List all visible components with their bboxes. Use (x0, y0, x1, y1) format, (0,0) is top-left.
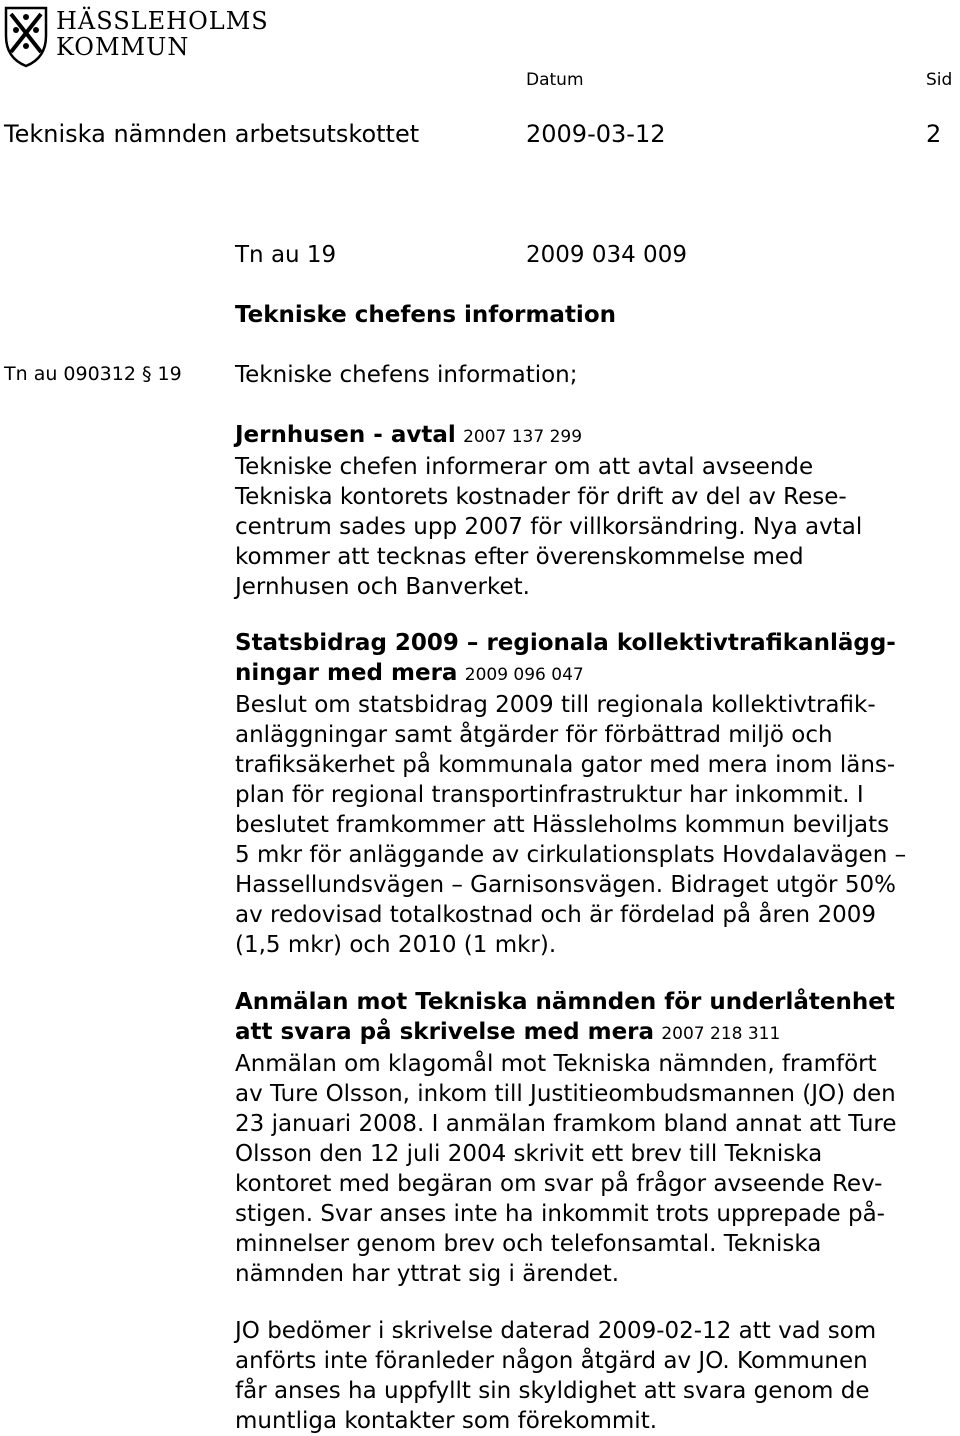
body-line: muntliga kontakter som förekommit. (235, 1408, 658, 1434)
body-line: 5 mkr för anläggande av cirkulationsplats Hovdalavägen – (235, 842, 907, 868)
body-line: av Ture Olsson, inkom till Justitieombudsmannen (JO) den (235, 1081, 896, 1107)
diary-number: 2007 137 299 (463, 427, 583, 447)
section-statsbidrag (235, 628, 960, 960)
body-line: (1,5 mkr) och 2010 (1 mkr). (235, 932, 557, 958)
heading-line: att svara på skrivelse med mera (235, 1019, 655, 1045)
body-line: stigen. Svar anses inte ha inkommit trots upprepade på- (235, 1201, 885, 1227)
body-line: får anses ha uppfyllt sin skyldighet att svara genom de (235, 1378, 870, 1404)
meeting-date: 2009-03-12 (526, 120, 666, 148)
sid-label: Sid (926, 70, 953, 90)
body-line: nämnden har yttrat sig i ärendet. (235, 1261, 620, 1287)
case-number: 2009 034 009 (526, 242, 687, 268)
body-line: Olsson den 12 juli 2004 skrivit ett brev till Tekniska (235, 1141, 823, 1167)
section-heading (235, 1017, 960, 1049)
section-heading (235, 658, 960, 690)
section-anmalan (235, 987, 960, 1289)
section-jo-conclusion (235, 1316, 960, 1436)
section-jernhusen (235, 420, 960, 602)
logo-line-2: KOMMUN (56, 33, 190, 61)
coat-of-arms-icon (2, 2, 50, 70)
body-line: anläggningar samt åtgärder för förbättrad miljö och (235, 722, 833, 748)
section-heading (235, 628, 960, 658)
body-line: av redovisad totalkostnad och är fördelad på åren 2009 (235, 902, 876, 928)
body-line: plan för regional transportinfrastruktur har inkommit. I (235, 782, 864, 808)
body-line: Tekniske chefen informerar om att avtal avseende (235, 454, 814, 480)
body-line: Beslut om statsbidrag 2009 till regionala kollektivtrafik- (235, 692, 876, 718)
body-line: anförts inte föranleder någon åtgärd av JO. Kommunen (235, 1348, 868, 1374)
body-line: JO bedömer i skrivelse daterad 2009-02-12 att vad som (235, 1318, 877, 1344)
diary-number: 2007 218 311 (661, 1024, 781, 1044)
body-line: centrum sades upp 2007 för villkorsändring. Nya avtal (235, 514, 863, 540)
heading-line: Statsbidrag 2009 – regionala kollektivtrafikanlägg- (235, 630, 896, 656)
municipality-logo (2, 2, 269, 74)
heading-line: Jernhusen - avtal (235, 422, 456, 448)
heading-line: Anmälan mot Tekniska nämnden för underlåtenhet (235, 989, 895, 1015)
body-line: Anmälan om klagomål mot Tekniska nämnden, framfört (235, 1051, 877, 1077)
body-line: kommer att tecknas efter överenskommelse med (235, 544, 804, 570)
paragraph-number: Tn au 19 (235, 242, 337, 268)
section-heading (235, 987, 960, 1017)
body-line: minnelser genom brev och telefonsamtal. Tekniska (235, 1231, 822, 1257)
body-line: trafiksäkerhet på kommunala gator med mera inom läns- (235, 752, 896, 778)
body-line: beslutet framkommer att Hässleholms kommun beviljats (235, 812, 890, 838)
body-line: Tekniska kontorets kostnader för drift av del av Rese- (235, 484, 847, 510)
intro-line: Tekniske chefens information; (235, 362, 578, 388)
body-line: 23 januari 2008. I anmälan framkom bland annat att Ture (235, 1111, 897, 1137)
heading-line: ningar med mera (235, 660, 458, 686)
section-heading (235, 420, 960, 452)
paragraph-title: Tekniske chefens information (235, 302, 616, 328)
datum-label: Datum (526, 70, 584, 90)
page-number: 2 (926, 120, 942, 148)
logo-line-1: HÄSSLEHOLMS (56, 7, 269, 35)
body-line: Hassellundsvägen – Garnisonsvägen. Bidraget utgör 50% (235, 872, 896, 898)
logo-wordmark (56, 8, 269, 60)
side-reference: Tn au 090312 § 19 (4, 363, 182, 385)
committee-name: Tekniska nämnden arbetsutskottet (4, 120, 420, 148)
diary-number: 2009 096 047 (464, 665, 584, 685)
body-line: kontoret med begäran om svar på frågor avseende Rev- (235, 1171, 883, 1197)
body-line: Jernhusen och Banverket. (235, 574, 530, 600)
